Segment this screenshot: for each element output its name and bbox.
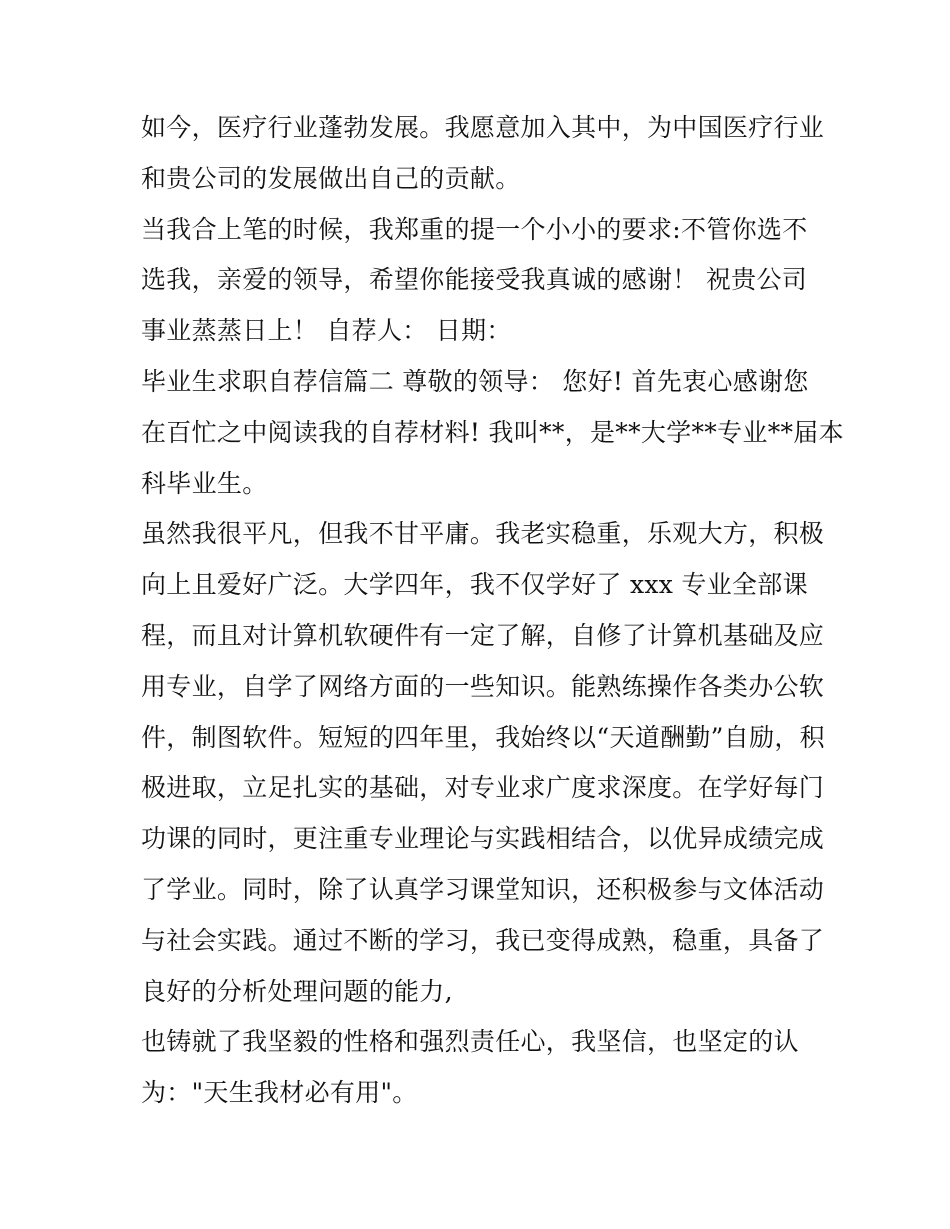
text-line: 也铸就了我坚毅的性格和强烈责任心，我坚信，也坚定的认 [141,1027,799,1056]
text-line: 件，制图软件。短短的四年里，我始终以“天道酬勤”自励，积 [141,723,825,752]
text-line: 与社会实践。通过不断的学习，我已变得成熟，稳重，具备了 [141,926,825,955]
text-line: 毕业生求职自荐信篇二 尊敬的领导： 您好! 首先衷心感谢您 [141,367,809,396]
text-line: 程，而且对计算机软硬件有一定了解，自修了计算机基础及应 [141,621,825,650]
text-line: 事业蒸蒸日上！ 自荐人： 日期： [141,316,512,345]
text-line: 向上且爱好广泛。大学四年，我不仅学好了 xxx 专业全部课 [141,570,808,599]
text-line: 虽然我很平凡，但我不甘平庸。我老实稳重，乐观大方，积极 [141,519,825,548]
text-line: 如今，医疗行业蓬勃发展。我愿意加入其中，为中国医疗行业 [141,113,825,142]
text-line: 科毕业生。 [141,469,268,498]
text-line: 用专业，自学了网络方面的一些知识。能熟练操作各类办公软 [141,672,825,701]
text-line: 当我合上笔的时候，我郑重的提一个小小的要求:不管你选不 [141,215,808,244]
text-line: 选我，亲爱的领导，希望你能接受我真诚的感谢！ 祝贵公司 [141,265,808,294]
text-line: 和贵公司的发展做出自己的贡献。 [141,164,521,193]
text-line: 极进取，立足扎实的基础，对专业求广度求深度。在学好每门 [141,773,825,802]
text-line: 良好的分析处理问题的能力, [141,977,453,1006]
text-line: 了学业。同时，除了认真学习课堂知识，还积极参与文体活动 [141,875,825,904]
text-line: 为："天生我材必有用"。 [141,1078,418,1107]
text-line: 在百忙之中阅读我的自荐材料! 我叫**，是**大学**专业**届本 [141,418,844,447]
text-line: 功课的同时，更注重专业理论与实践相结合，以优异成绩完成 [141,824,825,853]
